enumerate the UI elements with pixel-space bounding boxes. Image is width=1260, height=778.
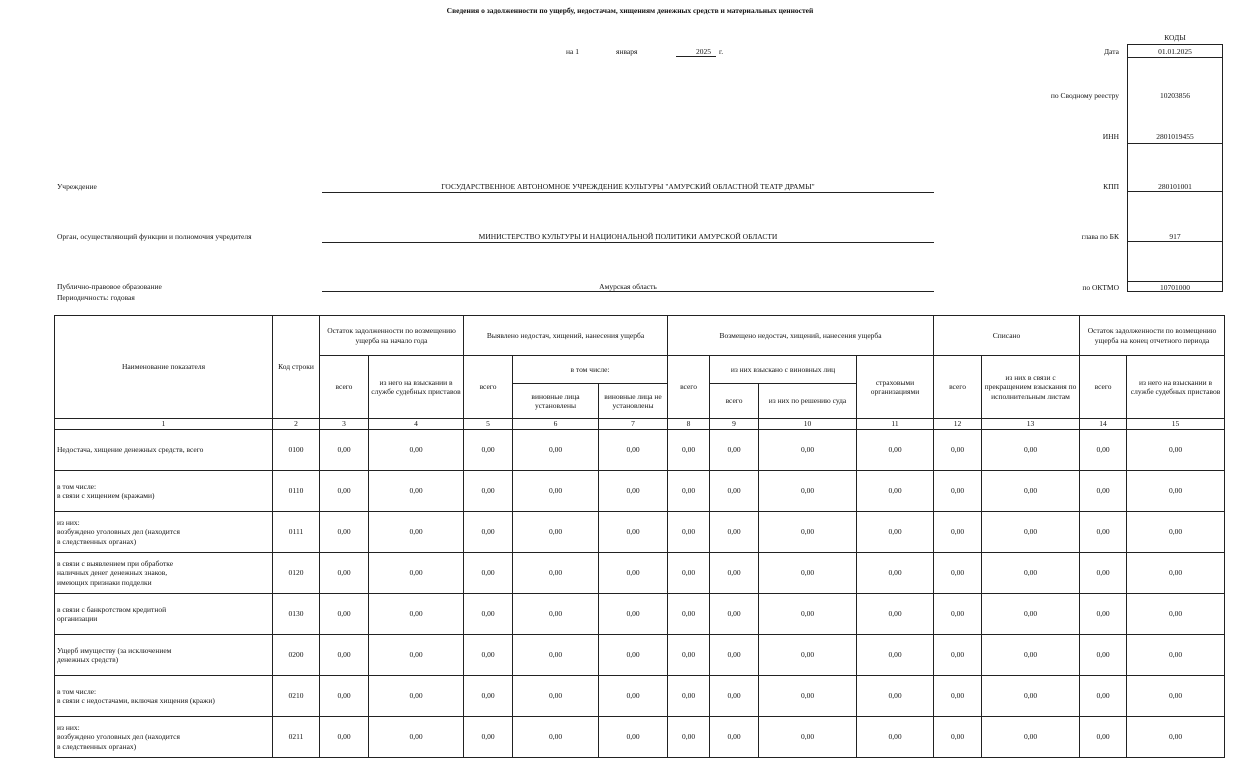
row-value: 0,00 — [599, 594, 668, 635]
row-value: 0,00 — [857, 635, 934, 676]
head-end-bailiffs: из него на взыскании в службе судебных приставов — [1127, 356, 1225, 419]
column-number: 3 — [320, 419, 369, 430]
row-name: в связи с банкротством кредитной организации — [55, 594, 273, 635]
codes-box — [1127, 44, 1223, 292]
row-value: 0,00 — [710, 594, 759, 635]
head-start-total: всего — [320, 356, 369, 419]
row-value: 0,00 — [599, 471, 668, 512]
row-value: 0,00 — [513, 676, 599, 717]
row-value: 0,00 — [599, 676, 668, 717]
head-repaid-total: всего — [668, 356, 710, 419]
head-end-balance: Остаток задолженности по возмещению ущерба на конец отчетного периода — [1080, 316, 1225, 356]
row-value: 0,00 — [934, 512, 982, 553]
row-value: 0,00 — [464, 594, 513, 635]
head-start-bailiffs: из него на взыскании в службе судебных приставов — [369, 356, 464, 419]
row-value: 0,00 — [1127, 635, 1225, 676]
column-number: 2 — [273, 419, 320, 430]
row-value: 0,00 — [668, 471, 710, 512]
date-year-underline — [676, 56, 716, 57]
row-value: 0,00 — [369, 512, 464, 553]
row-value: 0,00 — [464, 553, 513, 594]
row-value: 0,00 — [857, 512, 934, 553]
row-value: 0,00 — [1127, 553, 1225, 594]
head-culprits-found: виновные лица установлены — [513, 384, 599, 419]
row-value: 0,00 — [934, 471, 982, 512]
code-label-date: Дата — [1104, 47, 1119, 56]
row-value: 0,00 — [1080, 553, 1127, 594]
head-found-total: всего — [464, 356, 513, 419]
row-value: 0,00 — [934, 635, 982, 676]
head-written-total: всего — [934, 356, 982, 419]
row-code: 0120 — [273, 553, 320, 594]
row-value: 0,00 — [668, 553, 710, 594]
table-row — [55, 553, 1225, 594]
row-name: в том числе: в связи с недостачами, включая хищения (кражи) — [55, 676, 273, 717]
row-value: 0,00 — [1080, 594, 1127, 635]
row-code: 0100 — [273, 430, 320, 471]
row-code: 0211 — [273, 717, 320, 758]
row-value: 0,00 — [1080, 717, 1127, 758]
row-value: 0,00 — [982, 430, 1080, 471]
row-value: 0,00 — [369, 676, 464, 717]
code-value-oktmo: 10701000 — [1160, 283, 1190, 292]
row-value: 0,00 — [759, 512, 857, 553]
row-value: 0,00 — [668, 635, 710, 676]
head-name: Наименование показателя — [55, 316, 273, 419]
row-code: 0210 — [273, 676, 320, 717]
code-label-inn: ИНН — [1102, 132, 1119, 141]
column-number: 9 — [710, 419, 759, 430]
row-value: 0,00 — [513, 512, 599, 553]
head-code: Код строки — [273, 316, 320, 419]
row-value: 0,00 — [369, 553, 464, 594]
debt-table — [54, 315, 1225, 758]
row-value: 0,00 — [857, 594, 934, 635]
date-year: 2025 — [696, 47, 711, 56]
row-name: в связи с выявлением при обработке наличных денег денежных знаков, имеющих признаки подделки — [55, 553, 273, 594]
column-number: 6 — [513, 419, 599, 430]
row-value: 0,00 — [320, 717, 369, 758]
head-culprits-notfound: виновные лица не установлены — [599, 384, 668, 419]
row-value: 0,00 — [599, 553, 668, 594]
row-value: 0,00 — [934, 594, 982, 635]
public-entity-underline — [322, 291, 934, 292]
row-value: 0,00 — [1127, 594, 1225, 635]
row-value: 0,00 — [759, 553, 857, 594]
row-value: 0,00 — [1080, 635, 1127, 676]
codes-header: КОДЫ — [1164, 33, 1186, 42]
row-value: 0,00 — [857, 471, 934, 512]
institution-label: Учреждение — [57, 182, 97, 191]
public-entity-label: Публично-правовое образование — [57, 282, 162, 291]
head-found-including: в том числе: — [513, 356, 668, 384]
row-value: 0,00 — [710, 553, 759, 594]
head-found: Выявлено недостач, хищений, нанесения ущерба — [464, 316, 668, 356]
column-number: 12 — [934, 419, 982, 430]
code-label-kpp: КПП — [1103, 182, 1119, 191]
code-value-bk: 917 — [1169, 232, 1181, 241]
row-value: 0,00 — [369, 594, 464, 635]
head-start-balance: Остаток задолженности по возмещению ущерба на начало года — [320, 316, 464, 356]
column-number: 10 — [759, 419, 857, 430]
row-value: 0,00 — [982, 717, 1080, 758]
head-repaid: Возмещено недостач, хищений, нанесения ущерба — [668, 316, 934, 356]
row-value: 0,00 — [369, 717, 464, 758]
row-value: 0,00 — [599, 430, 668, 471]
institution-underline — [322, 192, 934, 193]
row-value: 0,00 — [710, 471, 759, 512]
row-value: 0,00 — [320, 553, 369, 594]
row-value: 0,00 — [982, 471, 1080, 512]
periodicity: Периодичность: годовая — [57, 293, 135, 302]
row-value: 0,00 — [513, 471, 599, 512]
row-value: 0,00 — [1127, 430, 1225, 471]
row-value: 0,00 — [320, 471, 369, 512]
code-label-bk: глава по БК — [1081, 232, 1119, 241]
date-prefix: на 1 — [566, 47, 579, 56]
row-value: 0,00 — [320, 512, 369, 553]
code-value-kpp: 280101001 — [1158, 182, 1192, 191]
row-value: 0,00 — [759, 430, 857, 471]
row-value: 0,00 — [710, 512, 759, 553]
row-value: 0,00 — [1080, 676, 1127, 717]
row-value: 0,00 — [513, 635, 599, 676]
row-code: 0111 — [273, 512, 320, 553]
column-numbers-row — [55, 419, 1225, 430]
head-written-off: Списано — [934, 316, 1080, 356]
code-value-date: 01.01.2025 — [1158, 47, 1192, 56]
row-value: 0,00 — [464, 676, 513, 717]
row-name: Недостача, хищение денежных средств, всего — [55, 430, 273, 471]
row-value: 0,00 — [464, 471, 513, 512]
row-value: 0,00 — [464, 635, 513, 676]
row-value: 0,00 — [464, 512, 513, 553]
row-value: 0,00 — [1080, 430, 1127, 471]
row-value: 0,00 — [934, 717, 982, 758]
row-value: 0,00 — [982, 594, 1080, 635]
row-value: 0,00 — [668, 676, 710, 717]
table-row — [55, 594, 1225, 635]
row-value: 0,00 — [857, 676, 934, 717]
public-entity-value: Амурская область — [599, 282, 657, 291]
row-value: 0,00 — [710, 430, 759, 471]
row-value: 0,00 — [599, 512, 668, 553]
table-row — [55, 635, 1225, 676]
table-row — [55, 676, 1225, 717]
row-value: 0,00 — [857, 553, 934, 594]
head-insurance: страховыми организациями — [857, 356, 934, 419]
row-name: Ущерб имуществу (за исключением денежных средств) — [55, 635, 273, 676]
row-value: 0,00 — [513, 430, 599, 471]
row-value: 0,00 — [464, 430, 513, 471]
date-suffix: г. — [719, 47, 724, 56]
row-value: 0,00 — [759, 717, 857, 758]
row-value: 0,00 — [599, 635, 668, 676]
date-month: января — [616, 47, 638, 56]
row-value: 0,00 — [1127, 471, 1225, 512]
report-title: Сведения о задолженности по ущербу, недостачам, хищениям денежных средств и материальных ценностей — [446, 6, 814, 15]
row-value: 0,00 — [759, 676, 857, 717]
row-value: 0,00 — [513, 717, 599, 758]
row-code: 0110 — [273, 471, 320, 512]
head-recovered-culprits: из них взыскано с виновных лиц — [710, 356, 857, 384]
row-value: 0,00 — [982, 512, 1080, 553]
row-value: 0,00 — [320, 430, 369, 471]
column-number: 15 — [1127, 419, 1225, 430]
authority-underline — [322, 242, 934, 243]
row-value: 0,00 — [668, 512, 710, 553]
row-value: 0,00 — [1080, 471, 1127, 512]
row-code: 0200 — [273, 635, 320, 676]
row-name: из них: возбуждено уголовных дел (находится в следственных органах) — [55, 512, 273, 553]
row-value: 0,00 — [599, 717, 668, 758]
column-number: 7 — [599, 419, 668, 430]
column-number: 14 — [1080, 419, 1127, 430]
row-name: в том числе: в связи с хищением (кражами) — [55, 471, 273, 512]
row-value: 0,00 — [857, 717, 934, 758]
column-number: 5 — [464, 419, 513, 430]
row-value: 0,00 — [369, 635, 464, 676]
authority-label: Орган, осуществляющий функции и полномочия учредителя — [57, 232, 252, 241]
row-value: 0,00 — [320, 676, 369, 717]
row-value: 0,00 — [1127, 717, 1225, 758]
table-row — [55, 717, 1225, 758]
row-value: 0,00 — [513, 553, 599, 594]
row-value: 0,00 — [369, 430, 464, 471]
code-value-inn: 2801019455 — [1156, 132, 1194, 141]
code-label-oktmo: по ОКТМО — [1082, 283, 1119, 292]
row-value: 0,00 — [668, 594, 710, 635]
column-number: 13 — [982, 419, 1080, 430]
row-value: 0,00 — [464, 717, 513, 758]
table-row — [55, 512, 1225, 553]
table-row — [55, 471, 1225, 512]
row-value: 0,00 — [320, 594, 369, 635]
row-value: 0,00 — [982, 635, 1080, 676]
row-code: 0130 — [273, 594, 320, 635]
row-value: 0,00 — [934, 553, 982, 594]
code-value-registry: 10203856 — [1160, 91, 1190, 100]
authority-value: МИНИСТЕРСТВО КУЛЬТУРЫ И НАЦИОНАЛЬНОЙ ПОЛИТИКИ АМУРСКОЙ ОБЛАСТИ — [478, 232, 778, 241]
row-value: 0,00 — [934, 430, 982, 471]
column-number: 11 — [857, 419, 934, 430]
row-value: 0,00 — [320, 635, 369, 676]
row-value: 0,00 — [513, 594, 599, 635]
table-row — [55, 430, 1225, 471]
head-termination: из них в связи с прекращением взыскания по исполнительным листам — [982, 356, 1080, 419]
row-value: 0,00 — [934, 676, 982, 717]
row-value: 0,00 — [982, 553, 1080, 594]
row-value: 0,00 — [759, 471, 857, 512]
row-value: 0,00 — [1080, 512, 1127, 553]
row-name: из них: возбуждено уголовных дел (находится в следственных органах) — [55, 717, 273, 758]
row-value: 0,00 — [857, 430, 934, 471]
row-value: 0,00 — [710, 676, 759, 717]
row-value: 0,00 — [668, 717, 710, 758]
code-label-registry: по Сводному реестру — [1050, 91, 1119, 100]
head-recovered-total: всего — [710, 384, 759, 419]
row-value: 0,00 — [759, 594, 857, 635]
institution-value: ГОСУДАРСТВЕННОЕ АВТОНОМНОЕ УЧРЕЖДЕНИЕ КУЛЬТУРЫ "АМУРСКИЙ ОБЛАСТНОЙ ТЕАТР ДРАМЫ" — [441, 182, 815, 191]
row-value: 0,00 — [668, 430, 710, 471]
head-by-court: из них по решению суда — [759, 384, 857, 419]
column-number: 1 — [55, 419, 273, 430]
row-value: 0,00 — [369, 471, 464, 512]
row-value: 0,00 — [982, 676, 1080, 717]
row-value: 0,00 — [710, 717, 759, 758]
row-value: 0,00 — [759, 635, 857, 676]
row-value: 0,00 — [710, 635, 759, 676]
column-number: 8 — [668, 419, 710, 430]
row-value: 0,00 — [1127, 676, 1225, 717]
head-end-total: всего — [1080, 356, 1127, 419]
column-number: 4 — [369, 419, 464, 430]
row-value: 0,00 — [1127, 512, 1225, 553]
